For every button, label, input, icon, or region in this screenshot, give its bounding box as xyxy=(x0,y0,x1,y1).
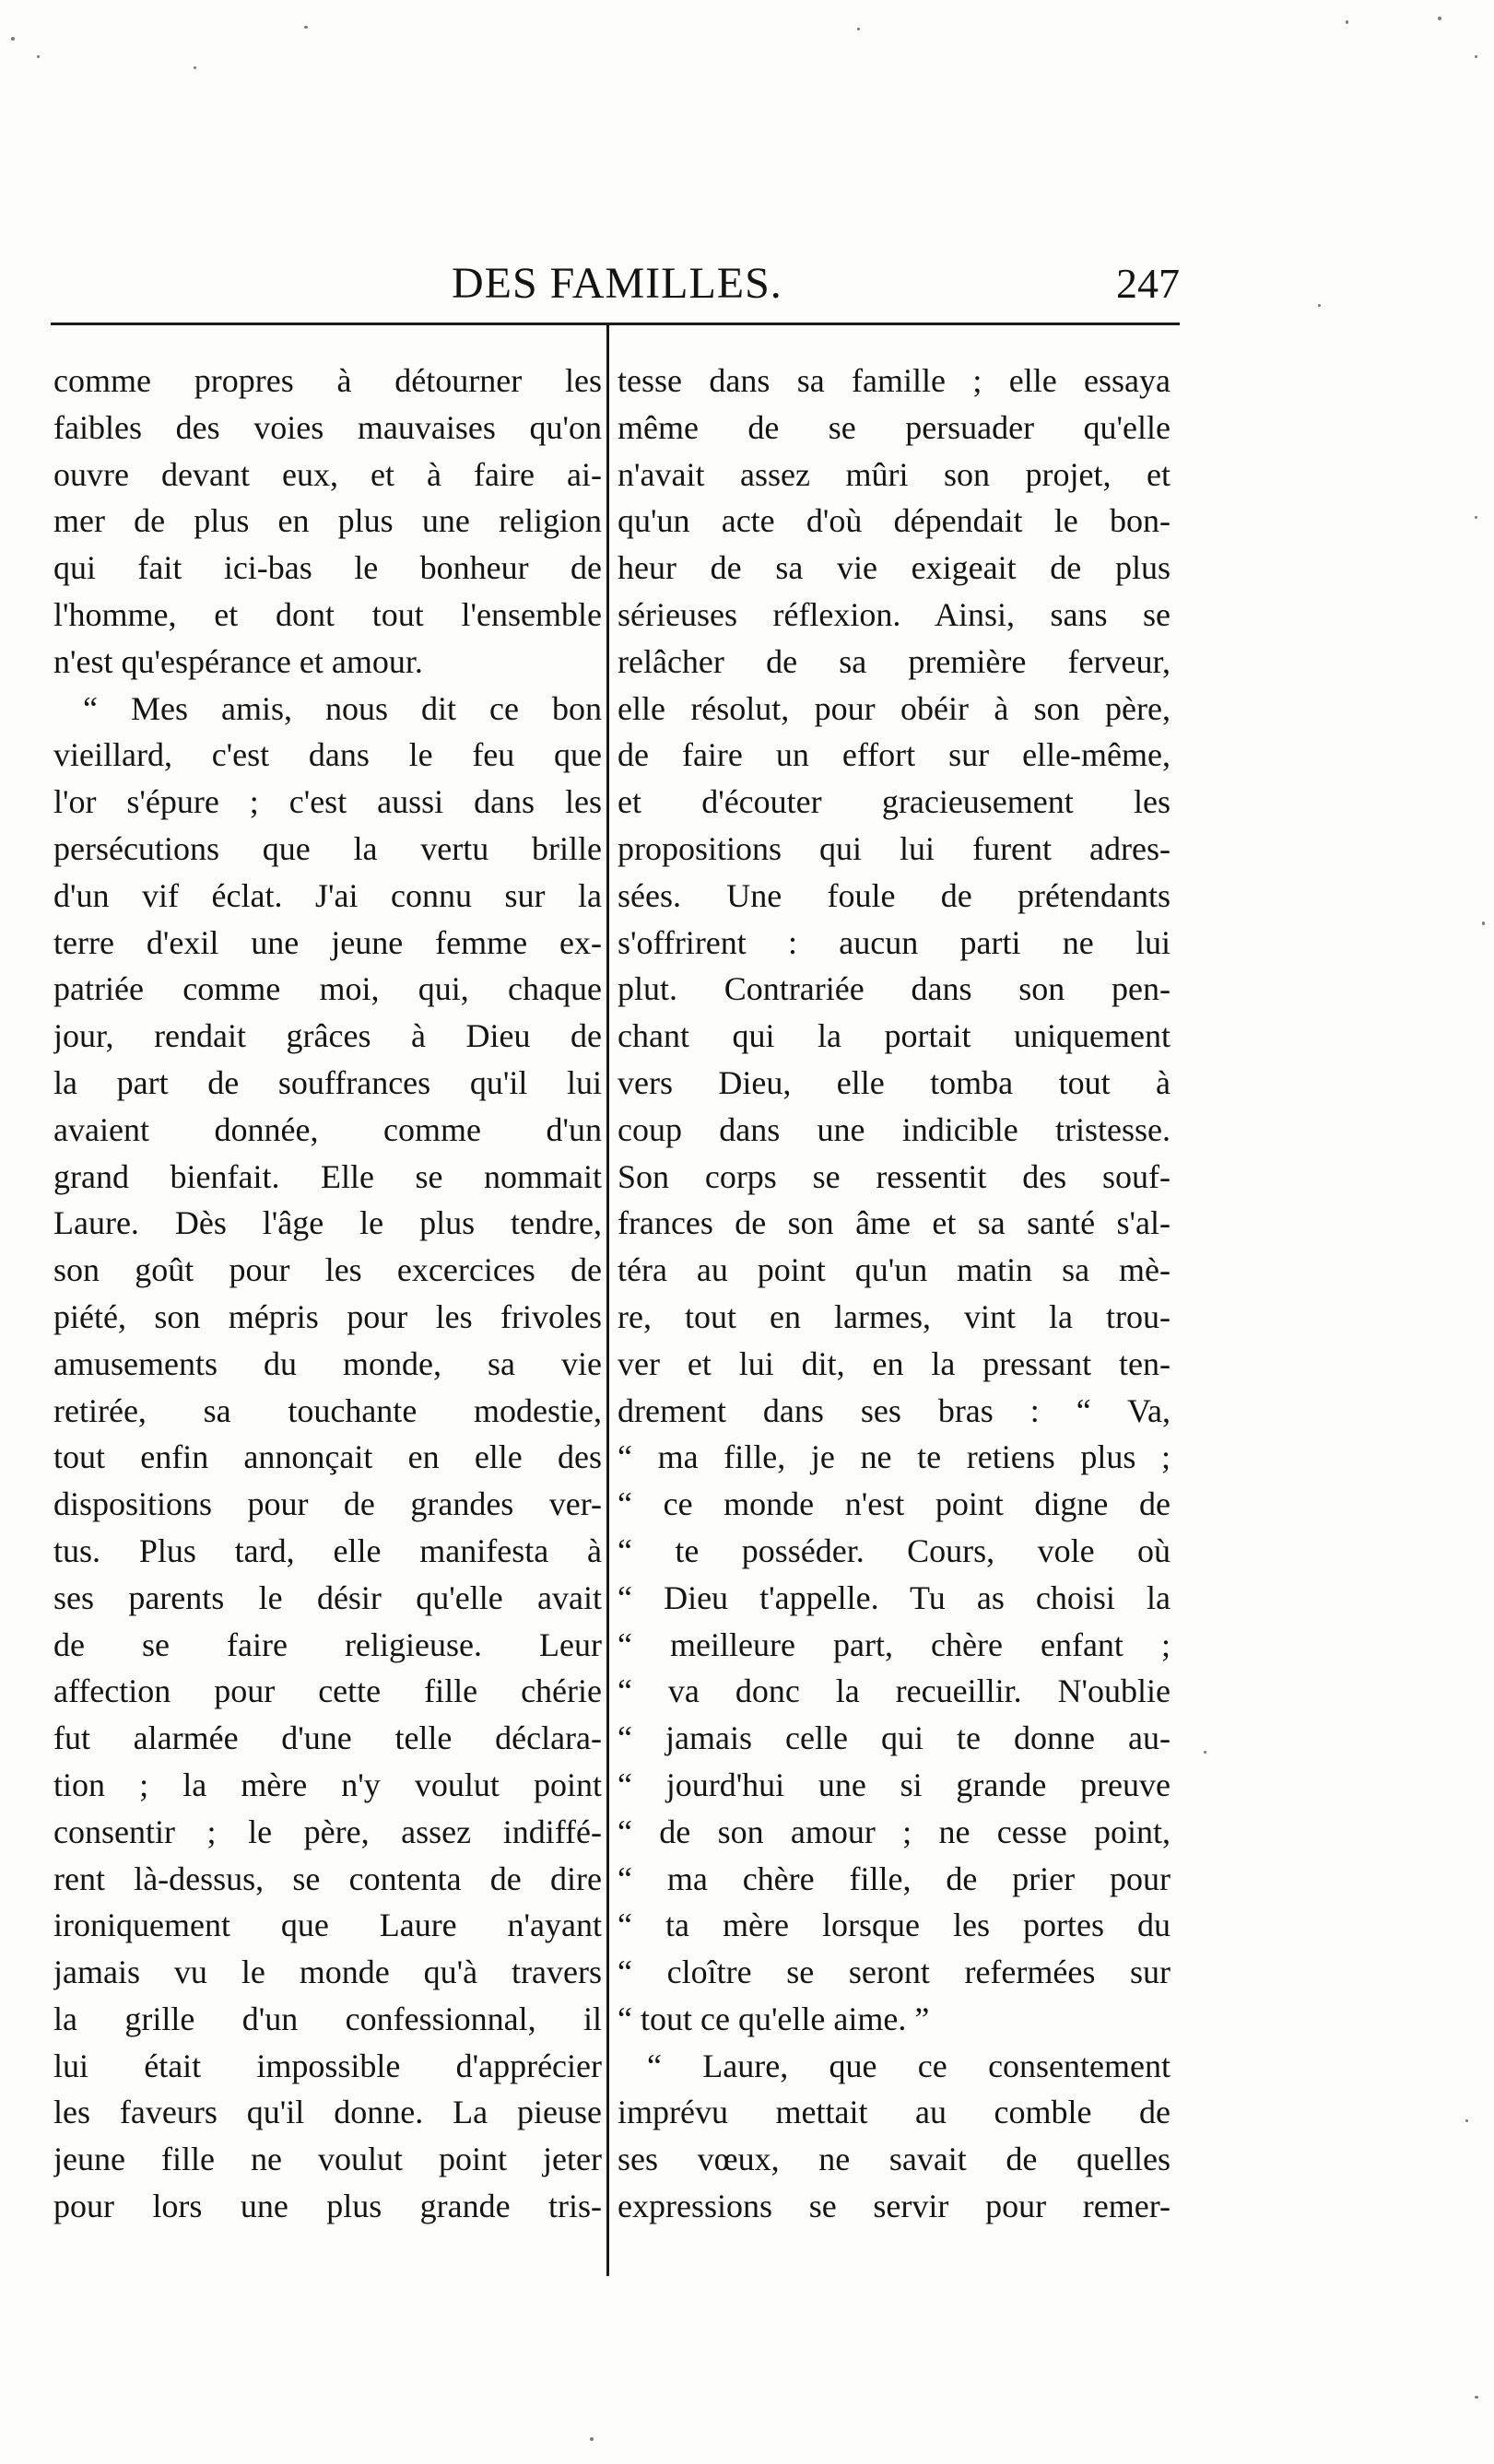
right-column-line: frances de son âme et sa santé s'al- xyxy=(618,1204,1170,1242)
left-column-line: tion ; la mère n'y voulut point xyxy=(53,1766,602,1803)
right-column-line: chant qui la portait uniquement xyxy=(618,1017,1170,1055)
running-title: DES FAMILLES. xyxy=(452,259,782,308)
right-column-line: “ te posséder. Cours, vole où xyxy=(618,1531,1170,1569)
left-column-line: piété, son mépris pour les frivoles xyxy=(53,1297,602,1335)
left-column-line: jeune fille ne voulut point jeter xyxy=(53,2141,602,2178)
left-column-line: son goût pour les excercices de xyxy=(53,1251,602,1289)
right-column-line: “ Dieu t'appelle. Tu as choisi la xyxy=(618,1578,1170,1616)
left-column-line: avaient donnée, comme d'un xyxy=(53,1110,602,1148)
left-column-line: jour, rendait grâces à Dieu de xyxy=(53,1017,602,1055)
column-divider xyxy=(606,324,609,2276)
right-column-line: “ jourd'hui une si grande preuve xyxy=(618,1766,1170,1803)
right-column-line: plut. Contrariée dans son pen- xyxy=(618,970,1170,1008)
right-column-line: n'avait assez mûri son projet, et xyxy=(618,455,1170,493)
left-column-line: grand bienfait. Elle se nommait xyxy=(53,1157,602,1195)
header-rule xyxy=(51,323,1180,325)
left-column-line: tout enfin annonçait en elle des xyxy=(53,1438,602,1476)
right-column xyxy=(618,358,1170,2230)
right-column-line: “ jamais celle qui te donne au- xyxy=(618,1719,1170,1757)
left-column-line: n'est qu'espérance et amour. xyxy=(53,642,423,680)
right-column-line: propositions qui lui furent adres- xyxy=(618,829,1170,867)
right-column-line: “ ta mère lorsque les portes du xyxy=(618,1907,1170,1944)
left-column-line: faibles des voies mauvaises qu'on xyxy=(53,408,602,446)
right-column-line: drement dans ses bras : “ Va, xyxy=(618,1391,1170,1429)
left-column-line: l'homme, et dont tout l'ensemble xyxy=(53,595,602,633)
left-column-line: “ Mes amis, nous dit ce bon xyxy=(83,689,602,727)
left-column-line: rent là-dessus, se contenta de dire xyxy=(53,1860,602,1897)
left-column-line: terre d'exil une jeune femme ex- xyxy=(53,923,602,961)
right-column-line: “ tout ce qu'elle aime. ” xyxy=(618,2000,930,2037)
right-column-line: de faire un effort sur elle-même, xyxy=(618,736,1170,774)
right-column-line: téra au point qu'un matin sa mè- xyxy=(618,1251,1170,1289)
left-column xyxy=(53,358,602,2230)
right-column-line: “ Laure, que ce consentement xyxy=(647,2047,1170,2084)
page-number: 247 xyxy=(1116,260,1180,307)
left-column-line: ouvre devant eux, et à faire ai- xyxy=(53,455,602,493)
left-column-line: l'or s'épure ; c'est aussi dans les xyxy=(53,783,602,821)
right-column-line: “ ma fille, je ne te retiens plus ; xyxy=(618,1438,1170,1476)
left-column-line: retirée, sa touchante modestie, xyxy=(53,1391,602,1429)
left-column-line: la grille d'un confessionnal, il xyxy=(53,2000,602,2037)
left-column-line: Laure. Dès l'âge le plus tendre, xyxy=(53,1204,602,1242)
left-column-line: fut alarmée d'une telle déclara- xyxy=(53,1719,602,1757)
left-column-line: de se faire religieuse. Leur xyxy=(53,1625,602,1663)
left-column-line: mer de plus en plus une religion xyxy=(53,502,602,540)
right-column-line: et d'écouter gracieusement les xyxy=(618,783,1170,821)
right-column-line: vers Dieu, elle tomba tout à xyxy=(618,1063,1170,1101)
right-column-line: heur de sa vie exigeait de plus xyxy=(618,549,1170,587)
left-column-line: ironiquement que Laure n'ayant xyxy=(53,1907,602,1944)
right-column-line: coup dans une indicible tristesse. xyxy=(618,1110,1170,1148)
left-column-line: qui fait ici-bas le bonheur de xyxy=(53,549,602,587)
left-column-line: d'un vif éclat. J'ai connu sur la xyxy=(53,876,602,914)
right-column-line: Son corps se ressentit des souf- xyxy=(618,1157,1170,1195)
right-column-line: qu'un acte d'où dépendait le bon- xyxy=(618,502,1170,540)
running-head xyxy=(46,256,1180,311)
right-column-line: ses vœux, ne savait de quelles xyxy=(618,2141,1170,2178)
right-column-line: même de se persuader qu'elle xyxy=(618,408,1170,446)
left-column-line: lui était impossible d'apprécier xyxy=(53,2047,602,2084)
left-column-line: patriée comme moi, qui, chaque xyxy=(53,970,602,1008)
left-column-line: consentir ; le père, assez indiffé- xyxy=(53,1813,602,1850)
left-column-line: ses parents le désir qu'elle avait xyxy=(53,1578,602,1616)
left-column-line: pour lors une plus grande tris- xyxy=(53,2188,602,2225)
left-column-line: tus. Plus tard, elle manifesta à xyxy=(53,1531,602,1569)
left-column-line: jamais vu le monde qu'à travers xyxy=(53,1954,602,1991)
right-column-line: ver et lui dit, en la pressant ten- xyxy=(618,1344,1170,1382)
right-column-line: tesse dans sa famille ; elle essaya xyxy=(618,362,1170,399)
right-column-line: s'offrirent : aucun parti ne lui xyxy=(618,923,1170,961)
right-column-line: “ va donc la recueillir. N'oublie xyxy=(618,1672,1170,1710)
right-column-line: sées. Une foule de prétendants xyxy=(618,876,1170,914)
right-column-line: re, tout en larmes, vint la trou- xyxy=(618,1297,1170,1335)
left-column-line: persécutions que la vertu brille xyxy=(53,829,602,867)
right-column-line: expressions se servir pour remer- xyxy=(618,2188,1170,2225)
right-column-line: “ ce monde n'est point digne de xyxy=(618,1485,1170,1523)
right-column-line: “ meilleure part, chère enfant ; xyxy=(618,1625,1170,1663)
left-column-line: vieillard, c'est dans le feu que xyxy=(53,736,602,774)
left-column-line: amusements du monde, sa vie xyxy=(53,1344,602,1382)
right-column-line: “ de son amour ; ne cesse point, xyxy=(618,1813,1170,1850)
right-column-line: “ cloître se seront refermées sur xyxy=(618,1954,1170,1991)
left-column-line: les faveurs qu'il donne. La pieuse xyxy=(53,2094,602,2131)
right-column-line: relâcher de sa première ferveur, xyxy=(618,642,1170,680)
right-column-line: sérieuses réflexion. Ainsi, sans se xyxy=(618,595,1170,633)
right-column-line: elle résolut, pour obéir à son père, xyxy=(618,689,1170,727)
right-column-line: “ ma chère fille, de prier pour xyxy=(618,1860,1170,1897)
left-column-line: affection pour cette fille chérie xyxy=(53,1672,602,1710)
left-column-line: la part de souffrances qu'il lui xyxy=(53,1063,602,1101)
left-column-line: comme propres à détourner les xyxy=(53,362,602,399)
left-column-line: dispositions pour de grandes ver- xyxy=(53,1485,602,1523)
right-column-line: imprévu mettait au comble de xyxy=(618,2094,1170,2131)
